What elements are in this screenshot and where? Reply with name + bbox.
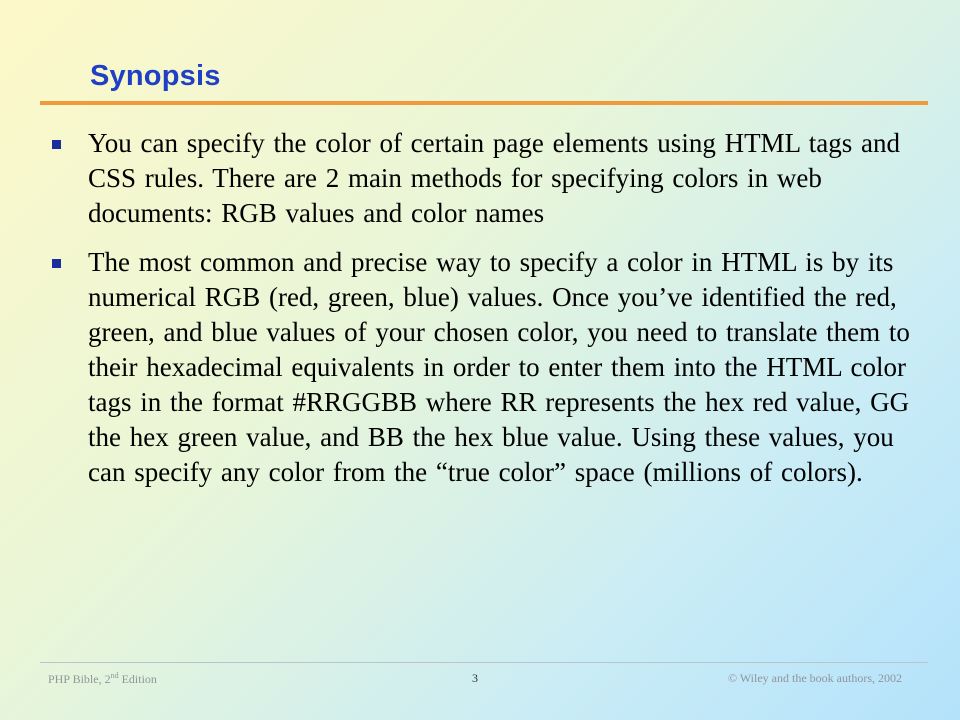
footer-copyright: © Wiley and the book authors, 2002 — [727, 671, 902, 685]
slide-title: Synopsis — [90, 60, 221, 92]
footer-edition-word: Edition — [118, 672, 157, 686]
bullet-text: The most common and precise way to specify a color in HTML is by its numerical RGB (red, green, blue) values. Once you’ve identified the red, green, and blue values of your chosen color, you need to translate them to their hexadecimal equivalents in order to enter them into the HTML color tags in the format #RRGGBB where RR represents the hex red value, GG the hex green value, and BB the hex blue value. Using these values, you can specify any color from the “true color” space (millions of colors). — [88, 247, 910, 487]
bullet-item — [50, 126, 910, 231]
footer-divider — [40, 662, 928, 663]
bullet-text: You can specify the color of certain page elements using HTML tags and CSS rules. There are 2 main methods for specifying colors in web documents: RGB values and color names — [88, 128, 901, 228]
footer-edition-sup: nd — [110, 671, 119, 680]
bullet-list — [50, 126, 910, 504]
square-bullet-icon — [52, 140, 61, 149]
title-underline — [40, 101, 928, 105]
footer-book-title — [48, 671, 157, 687]
square-bullet-icon — [52, 259, 61, 268]
bullet-item — [50, 245, 910, 490]
footer-book: PHP Bible, 2 — [48, 672, 111, 686]
page-number: 3 — [472, 671, 478, 685]
